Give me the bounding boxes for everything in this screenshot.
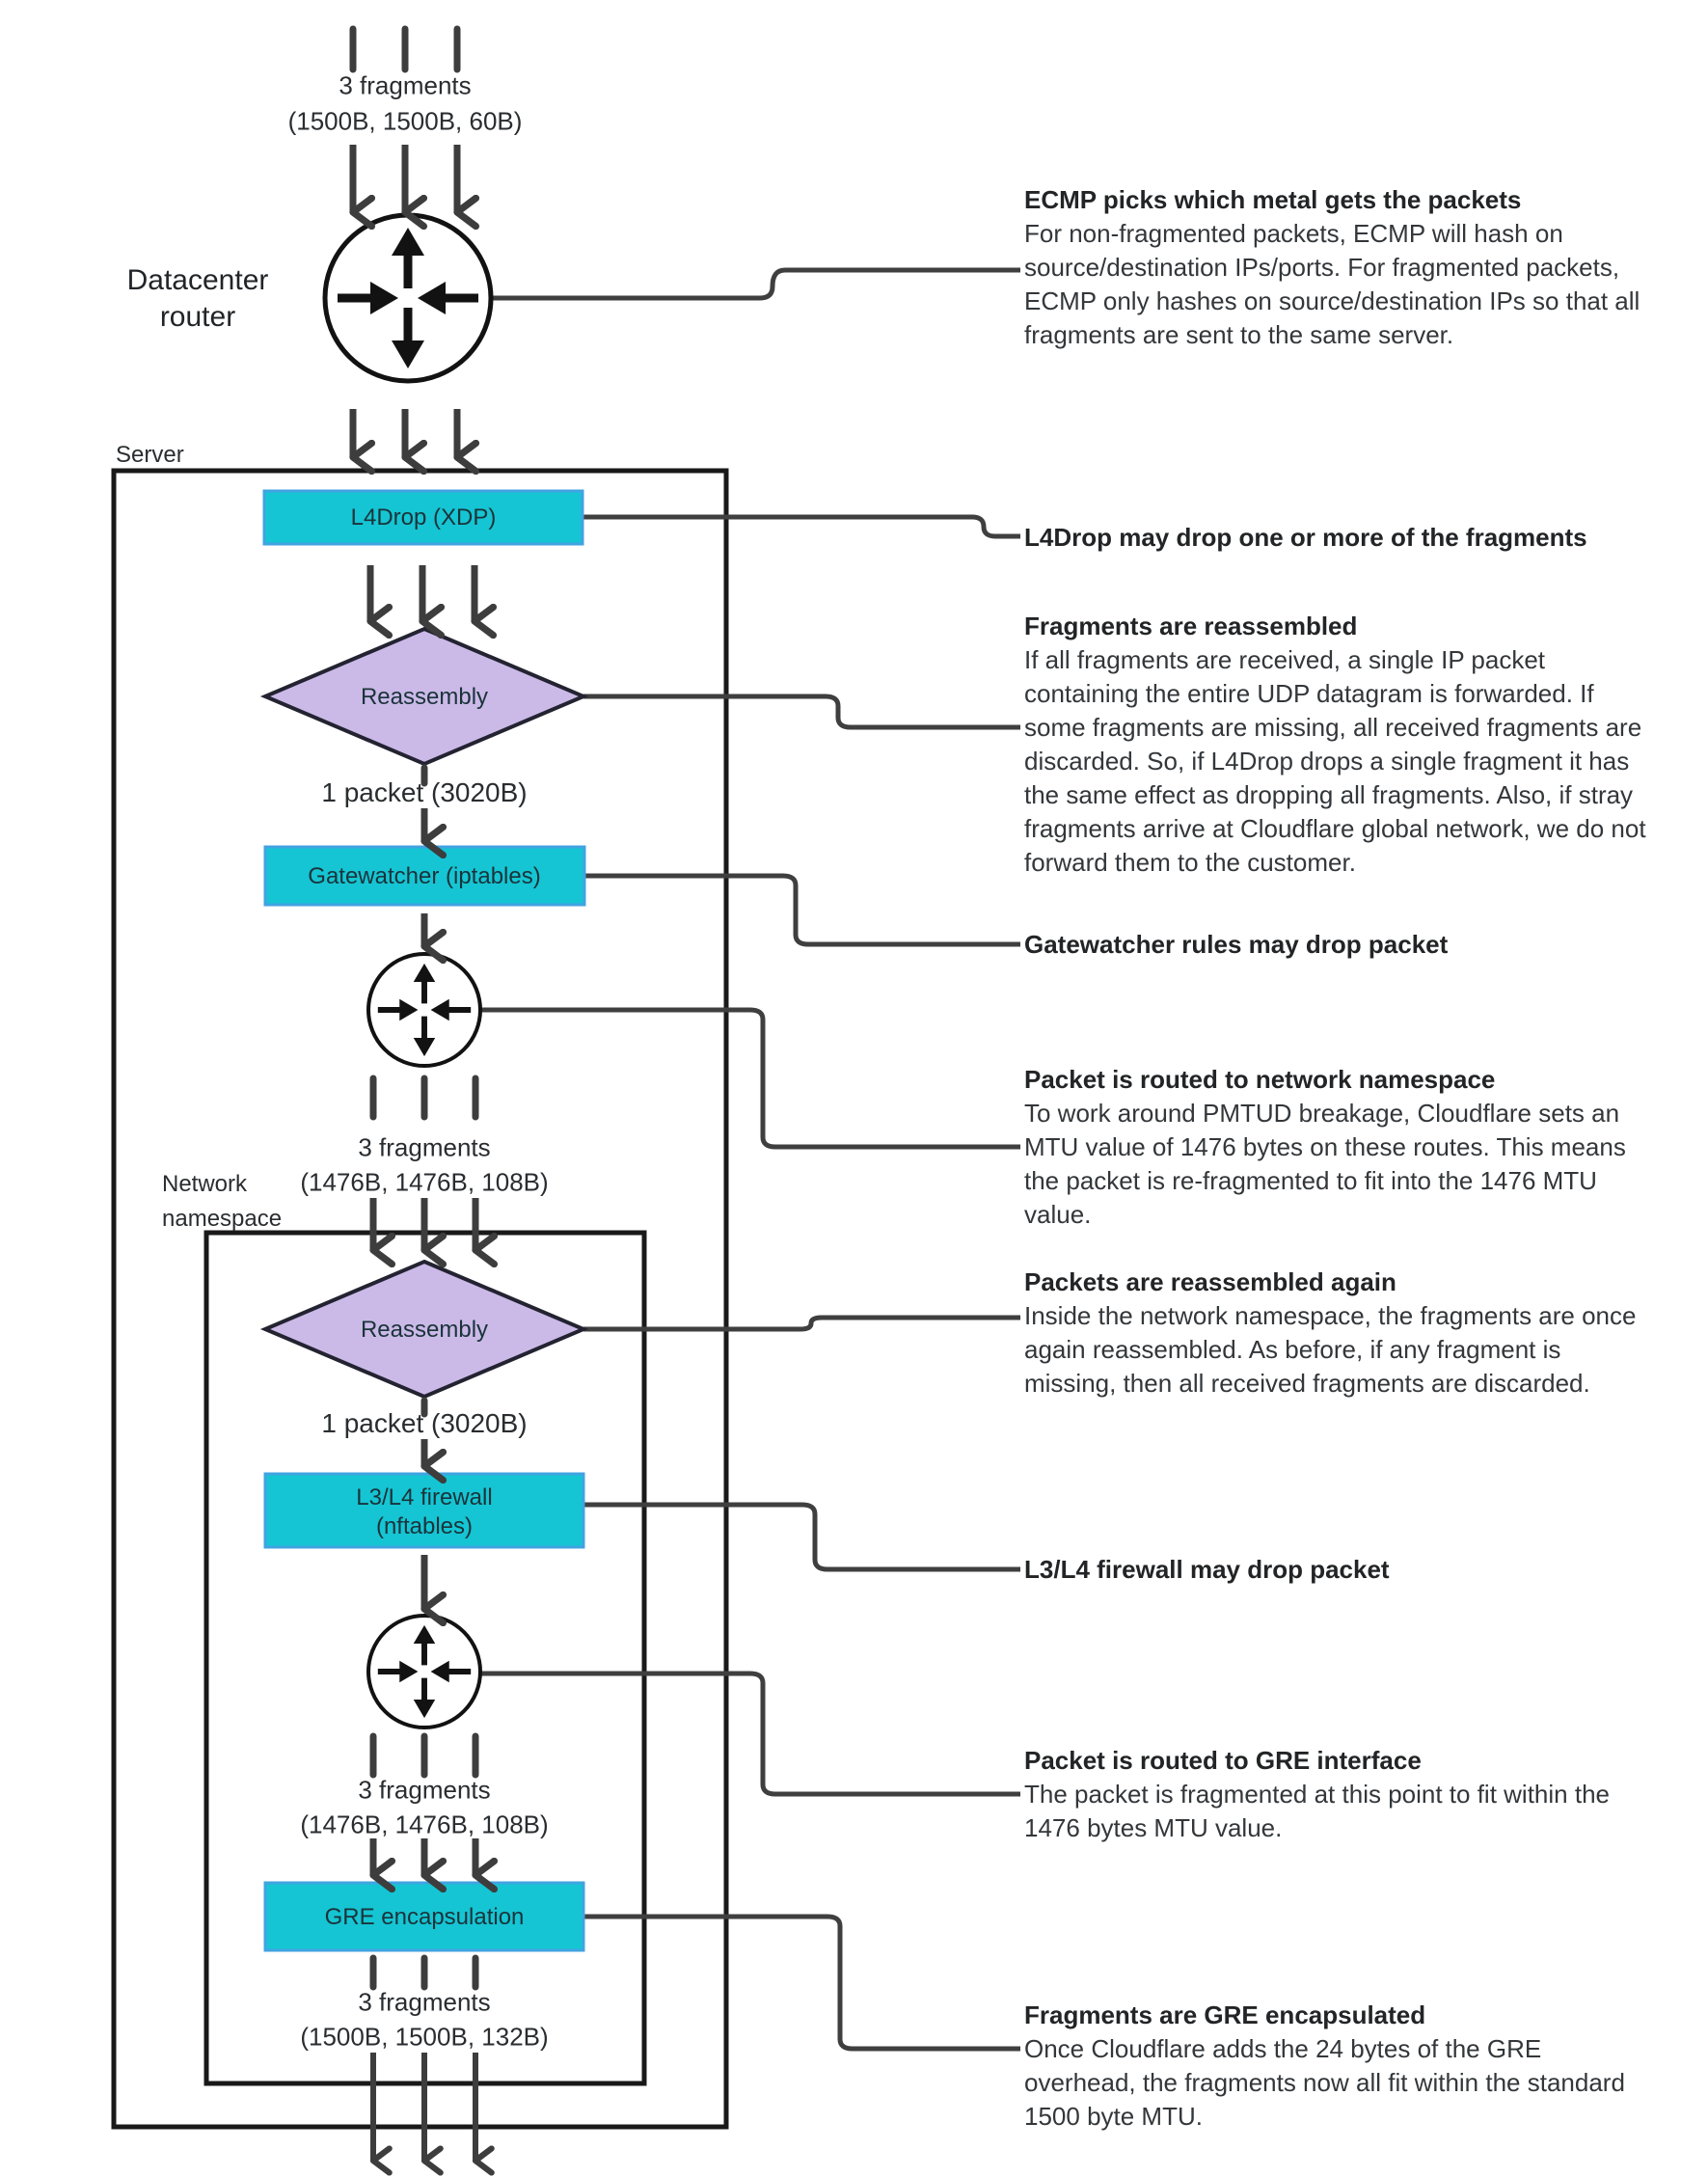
fragments-low-count: 3 fragments (358, 1775, 491, 1805)
annotation-ecmp-body: For non-fragmented packets, ECMP will hash on source/destination IPs/ports. For fragmented packets, ECMP only hashes on source/destination IPs so that all fragments are sent to the same server. (1024, 219, 1640, 349)
annotation-gre-interface-title: Packet is routed to GRE interface (1024, 1746, 1422, 1775)
annotation-gre-encapsulated (1024, 1999, 1656, 2134)
annotation-ecmp (1024, 183, 1656, 352)
fragments-bottom-sizes: (1500B, 1500B, 132B) (300, 2022, 549, 2052)
annotation-netns-body: To work around PMTUD breakage, Cloudflare sets an MTU value of 1476 bytes on these routes. This means the packet is re-fragmented to fit into the 1476 MTU value. (1024, 1099, 1626, 1229)
annotation-gre-encapsulated-title: Fragments are GRE encapsulated (1024, 2000, 1426, 2029)
connector-l4drop (583, 517, 1020, 536)
fragments-mid-count: 3 fragments (358, 1132, 491, 1162)
annotation-reassembled-body: If all fragments are received, a single IP packet containing the entire UDP datagram is forwarded. If some fragments are missing, all received fragments are discarded. So, if L4Drop drops a single fragment it has the same effect as dropping all fragments. Also, if stray fragments arrive at Cloudflare global network, we do not forward them to the customer. (1024, 645, 1646, 877)
datacenter-router-line2: router (159, 301, 236, 333)
connector-netns (480, 1010, 1020, 1147)
annotation-l4drop (1024, 521, 1656, 555)
l3l4-firewall-label (270, 1483, 579, 1541)
network-namespace-label (162, 1167, 282, 1237)
connector-gre-encap (583, 1917, 1020, 2049)
router-icon (368, 1616, 480, 1728)
annotation-gre-interface (1024, 1744, 1656, 1845)
connector-gre-interface (480, 1674, 1020, 1794)
fragments-top-count: 3 fragments (339, 70, 472, 100)
fragments-bottom-count: 3 fragments (358, 1987, 491, 2017)
annotation-gatewatcher (1024, 928, 1656, 962)
annotation-reassembled (1024, 610, 1656, 880)
server-label: Server (116, 442, 184, 468)
connector-ecmp (491, 270, 1020, 298)
annotation-reassembled-again-title: Packets are reassembled again (1024, 1267, 1396, 1296)
connector-gatewatcher (584, 876, 1020, 944)
annotation-reassembled-again-body: Inside the network namespace, the fragments are once again reassembled. As before, if any fragment is missing, then all received fragments are discarded. (1024, 1301, 1637, 1398)
router-icon (325, 215, 491, 381)
connector-reassembly1 (583, 696, 1020, 727)
l3l4-line2: (nftables) (375, 1513, 474, 1539)
gre-encapsulation-label: GRE encapsulation (324, 1904, 525, 1930)
annotation-ecmp-title: ECMP picks which metal gets the packets (1024, 185, 1522, 214)
router-icon (368, 954, 480, 1066)
network-namespace-line2: namespace (162, 1206, 283, 1232)
l4drop-label: L4Drop (XDP) (350, 504, 497, 531)
annotation-l3l4 (1024, 1553, 1656, 1587)
annotation-reassembled-again (1024, 1265, 1656, 1401)
annotation-netns (1024, 1063, 1656, 1232)
network-namespace-line1: Network (162, 1171, 248, 1197)
annotation-l3l4-title: L3/L4 firewall may drop packet (1024, 1555, 1390, 1584)
fragments-mid-sizes: (1476B, 1476B, 108B) (300, 1167, 549, 1197)
annotation-netns-title: Packet is routed to network namespace (1024, 1065, 1496, 1094)
connector-reassembly2 (583, 1318, 1020, 1329)
annotation-reassembled-title: Fragments are reassembled (1024, 612, 1358, 640)
annotation-l4drop-title: L4Drop may drop one or more of the fragments (1024, 523, 1587, 552)
reassembly2-label: Reassembly (360, 1317, 489, 1343)
annotation-gre-encapsulated-body: Once Cloudflare adds the 24 bytes of the GRE overhead, the fragments now all fit within the standard 1500 byte MTU. (1024, 2034, 1625, 2131)
connector-l3l4 (583, 1505, 1020, 1569)
annotation-gatewatcher-title: Gatewatcher rules may drop packet (1024, 930, 1449, 959)
fragments-top-sizes: (1500B, 1500B, 60B) (287, 106, 523, 136)
packet1-label: 1 packet (3020B) (321, 777, 528, 807)
datacenter-router-label (82, 262, 313, 336)
reassembly1-label: Reassembly (360, 684, 489, 710)
packet2-label: 1 packet (3020B) (321, 1408, 528, 1438)
gatewatcher-label: Gatewatcher (iptables) (308, 863, 541, 889)
datacenter-router-line1: Datacenter (126, 264, 269, 296)
exit-arrows (373, 2053, 475, 2161)
l3l4-line1: L3/L4 firewall (356, 1484, 493, 1510)
fragments-low-sizes: (1476B, 1476B, 108B) (300, 1810, 549, 1839)
annotation-gre-interface-body: The packet is fragmented at this point to fit within the 1476 bytes MTU value. (1024, 1780, 1610, 1842)
